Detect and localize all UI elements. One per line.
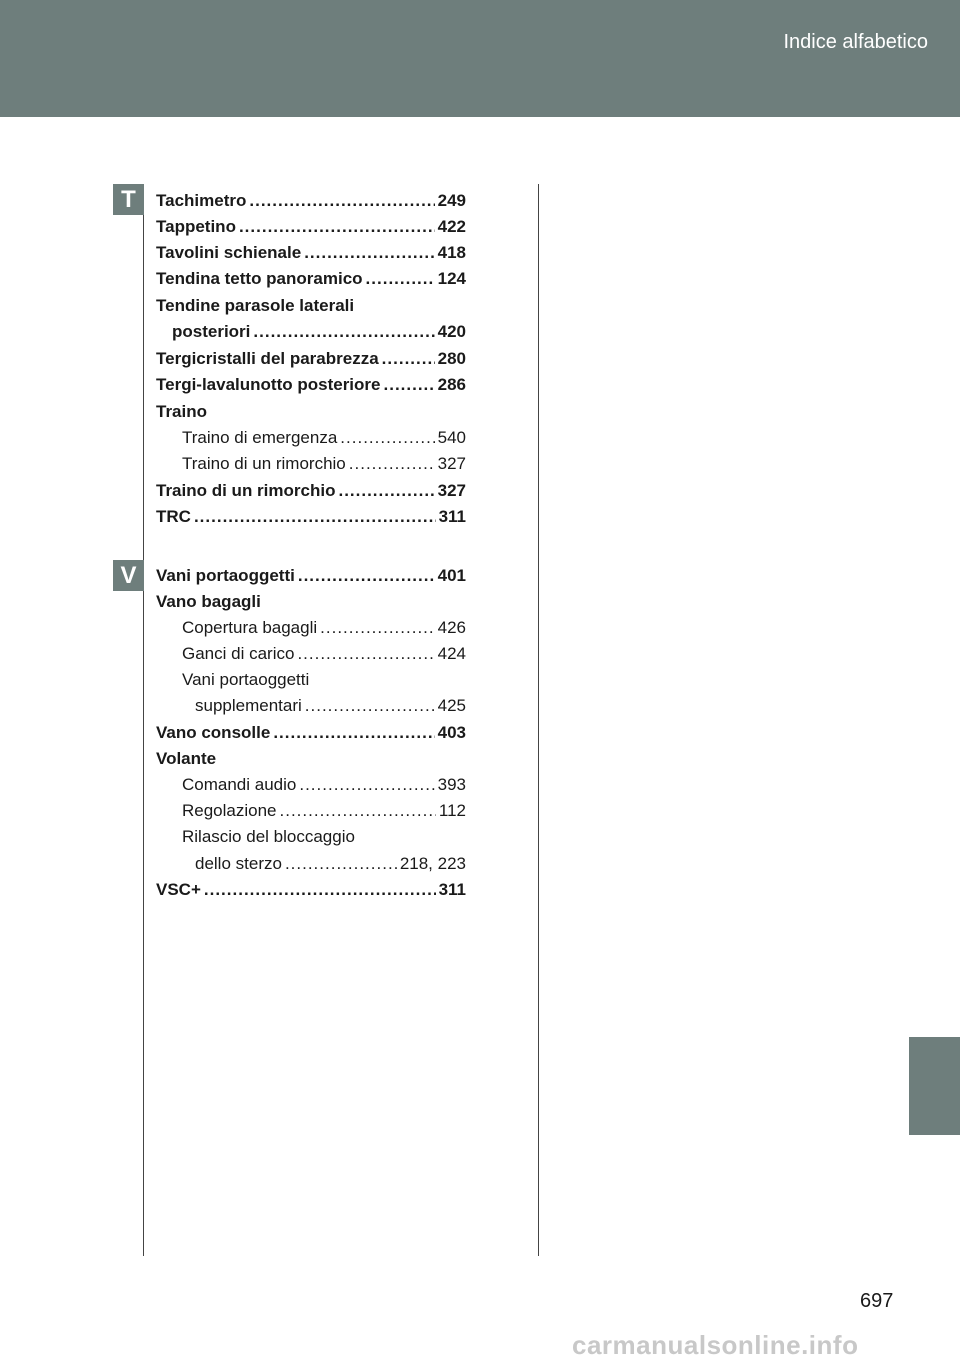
- entry-label: VSC+: [156, 880, 201, 899]
- leader-dots: [320, 615, 434, 641]
- entry-label: Volante: [156, 749, 217, 768]
- leader-dots: [304, 240, 434, 266]
- entry-label: Vano bagagli: [156, 592, 261, 611]
- entry-label: Tendina tetto panoramico: [156, 269, 363, 288]
- index-entry: [156, 720, 466, 746]
- entry-page[interactable]: 327: [437, 454, 466, 473]
- index-entry: [156, 877, 466, 903]
- entry-label: Vani portaoggetti: [182, 670, 310, 689]
- index-entry-continuation: [172, 319, 466, 345]
- entry-label: Vano consolle: [156, 723, 271, 742]
- leader-dots: [285, 851, 397, 877]
- leader-dots: [280, 798, 436, 824]
- entry-page[interactable]: 286: [437, 375, 466, 394]
- index-subentry: [182, 798, 466, 824]
- page-number: 697: [860, 1290, 894, 1312]
- entry-page[interactable]: 393: [437, 775, 466, 794]
- entry-page[interactable]: 425: [437, 696, 466, 715]
- entry-page[interactable]: 112: [438, 801, 466, 820]
- leader-dots: [338, 478, 434, 504]
- index-subentry: [182, 824, 466, 850]
- entry-page[interactable]: 540: [437, 428, 466, 447]
- index-entry: [156, 563, 466, 589]
- leader-dots: [349, 451, 435, 477]
- leader-dots: [194, 504, 436, 530]
- entry-label: Traino di emergenza: [182, 428, 338, 447]
- entry-label: Rilascio del bloccaggio: [182, 827, 355, 846]
- entry-label: Tappetino: [156, 217, 236, 236]
- leader-dots: [305, 693, 435, 719]
- entry-page[interactable]: 249: [437, 191, 466, 210]
- entry-label: Tachimetro: [156, 191, 247, 210]
- leader-dots: [249, 188, 434, 214]
- index-subentry: [182, 425, 466, 451]
- leader-dots: [299, 772, 434, 798]
- entry-label: Ganci di carico: [182, 644, 295, 663]
- index-entry: [156, 214, 466, 240]
- index-entry: [156, 240, 466, 266]
- leader-dots: [298, 563, 435, 589]
- entry-page[interactable]: 327: [437, 481, 466, 500]
- index-entry: [156, 266, 466, 292]
- entry-label: Tavolini schienale: [156, 243, 302, 262]
- index-entry: [156, 188, 466, 214]
- leader-dots: [340, 425, 434, 451]
- index-entry: [156, 346, 466, 372]
- entry-page[interactable]: 420: [437, 322, 466, 341]
- index-entry: [156, 293, 466, 319]
- entry-label: Vani portaoggetti: [156, 566, 295, 585]
- entry-label: Traino di un rimorchio: [156, 481, 336, 500]
- entry-label: supplementari: [195, 696, 302, 715]
- entry-page[interactable]: 418: [437, 243, 466, 262]
- entry-page[interactable]: 218, 223: [399, 854, 466, 873]
- chapter-tab: [909, 1037, 960, 1135]
- entry-label: Tendine parasole laterali: [156, 296, 355, 315]
- leader-dots: [384, 372, 435, 398]
- index-entry: [156, 478, 466, 504]
- entry-label: Copertura bagagli: [182, 618, 318, 637]
- entry-page[interactable]: 311: [438, 507, 466, 526]
- entry-page[interactable]: 280: [437, 349, 466, 368]
- entry-label: TRC: [156, 507, 191, 526]
- index-subentry-continuation: [195, 851, 466, 877]
- entry-page[interactable]: 311: [438, 880, 466, 899]
- index-entry: [156, 589, 466, 615]
- entry-label: posteriori: [172, 322, 251, 341]
- index-subentry: [182, 667, 466, 693]
- leader-dots: [239, 214, 435, 240]
- letter-heading-v: V: [113, 560, 144, 591]
- column-divider-left: [143, 184, 144, 1256]
- index-subentry: [182, 451, 466, 477]
- entry-page[interactable]: 403: [437, 723, 466, 742]
- leader-dots: [297, 641, 434, 667]
- column-divider-right: [538, 184, 539, 1256]
- entry-label: dello sterzo: [195, 854, 282, 873]
- letter-heading-t: T: [113, 184, 144, 215]
- index-entry: [156, 504, 466, 530]
- index-subentry: [182, 641, 466, 667]
- entry-label: Comandi audio: [182, 775, 297, 794]
- index-subentry: [182, 772, 466, 798]
- entry-page[interactable]: 426: [437, 618, 466, 637]
- entry-label: Traino: [156, 402, 208, 421]
- entry-label: Regolazione: [182, 801, 277, 820]
- entry-page[interactable]: 424: [437, 644, 466, 663]
- entry-label: Traino di un rimorchio: [182, 454, 346, 473]
- leader-dots: [382, 346, 435, 372]
- leader-dots: [366, 266, 435, 292]
- index-entry: [156, 746, 466, 772]
- entry-label: Tergi-lavalunotto posteriore: [156, 375, 381, 394]
- leader-dots: [273, 720, 434, 746]
- leader-dots: [204, 877, 436, 903]
- entry-page[interactable]: 422: [437, 217, 466, 236]
- index-entry: [156, 399, 466, 425]
- page-header: [0, 0, 960, 117]
- entry-label: Tergicristalli del parabrezza: [156, 349, 379, 368]
- index-subentry-continuation: [195, 693, 466, 719]
- section-title: Indice alfabetico: [783, 31, 928, 53]
- index-subentry: [182, 615, 466, 641]
- watermark: carmanualsonline.info: [572, 1330, 859, 1360]
- index-entry: [156, 372, 466, 398]
- entry-page[interactable]: 401: [437, 566, 466, 585]
- leader-dots: [253, 319, 434, 345]
- entry-page[interactable]: 124: [437, 269, 466, 288]
